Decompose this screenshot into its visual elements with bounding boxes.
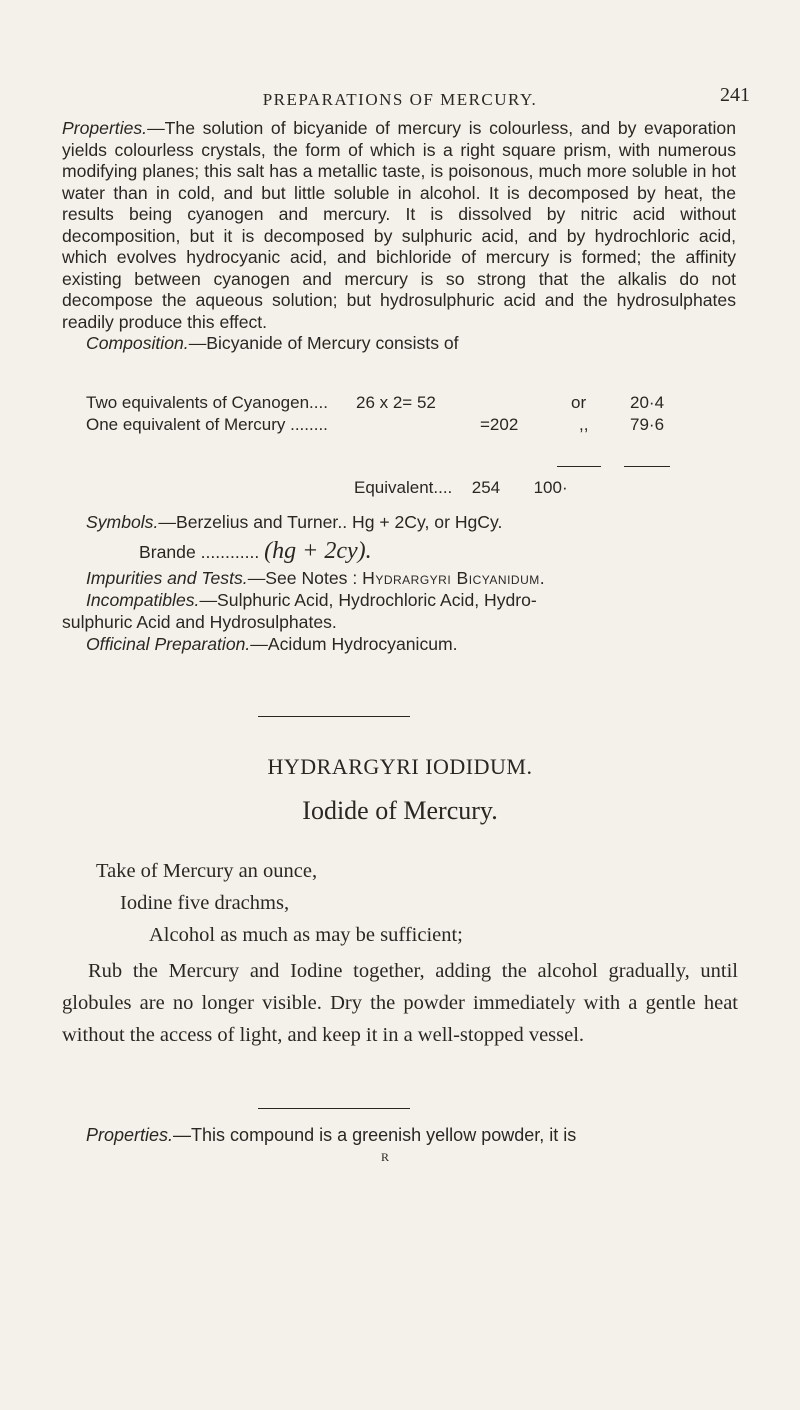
iodide-properties-text: —This compound is a greenish yellow powder, it is [173,1125,577,1145]
incompatibles-continuation: sulphuric Acid and Hydrosulphates. [62,612,337,632]
composition-item: One equivalent of Mercury ........ [86,415,328,434]
incompatibles-label: Incompatibles. [86,590,200,610]
composition-row [86,414,686,436]
composition-text: —Bicyanide of Mercury consists of [188,333,459,353]
recipe-line: Take of Mercury an ounce, [96,860,318,882]
section-subtitle: Iodide of Mercury. [302,796,498,825]
impurities-text: —See Notes : [247,568,363,588]
symbols-text: —Berzelius and Turner.. Hg + 2Cy, or HgCy. [158,512,503,532]
symbols-line [86,512,502,533]
properties-label: Properties. [62,118,148,138]
iodide-properties-label: Properties. [86,1125,174,1145]
sum-rule [624,466,670,467]
brande-formula: (hg + 2cy). [264,538,372,564]
impurities-line [86,568,736,590]
officinal-label: Officinal Preparation. [86,634,251,654]
equivalent-value: 254 [471,478,501,497]
composition-calc: 26 x 2= 52 [356,393,436,412]
running-header: PREPARATIONS OF MERCURY. [262,90,538,109]
iodide-properties-line [86,1125,746,1146]
method-first-line: Rub the Mercury and Iodine together, adding the [88,960,527,982]
composition-pct: 79·6 [630,415,665,434]
equivalent-row [354,478,568,498]
composition-item: Two equivalents of Cyanogen.... [86,393,328,412]
composition-calc: =202 [480,415,519,434]
composition-row [86,392,686,414]
recipe-line: Iodine five drachms, [120,892,290,914]
officinal-line [86,634,736,655]
properties-text: —The solution of bicyanide of mercury is colourless, and by evaporation yields colourless crystals, the form of which is a right square prism, with numerous modifying planes; this salt has a metallic taste, is poisonous, much more soluble in hot water than in cold, and but little soluble in alcohol. It is decomposed by heat, the results being cyanogen and mercury. It is dissolved by nitric acid without decomposition, but it is decomposed by sulphuric acid, and by hydrochloric acid, which evolves hydrocyanic acid, and bichloride of mercury is formed; the affinity existing between cyanogen and mercury is so strong that the alkalis do not decompose the aqueous solution; but hydrosulphuric acid and the hydrosulphates readily produce this effect. [62,118,736,332]
composition-table [86,392,686,436]
incompatibles-line [86,590,736,612]
officinal-text: —Acidum Hydrocyanicum. [250,634,458,654]
composition-or: ,, [579,415,589,434]
composition-or: or [571,393,587,412]
method-paragraph [62,955,738,1051]
method-text: alcohol gradually, until globules are no longer visible. Dry the powder immediately with a gentle heat without the access of light, and keep it in a well-stopped vessel. [62,960,739,1046]
section-title: HYDRARGYRI IODIDUM. [267,754,533,779]
incompatibles-text: —Sulphuric Acid, Hydrochloric Acid, Hydro- [199,590,537,610]
page-number: 241 [720,84,750,106]
composition-pct: 20·4 [630,393,665,412]
properties-paragraph [62,118,736,355]
section-divider [258,716,410,717]
brande-label: Brande ............ [139,542,260,562]
symbols-label: Symbols. [86,512,159,532]
recipe-line: Alcohol as much as may be sufficient; [149,924,463,946]
impurities-reference: Hydrargyri Bicyanidum. [362,568,546,588]
composition-label: Composition. [86,333,189,353]
sum-rule [557,466,601,467]
signature-mark: R [381,1150,391,1164]
equivalent-pct: 100· [533,478,568,497]
brande-line [139,538,372,565]
impurities-label: Impurities and Tests. [86,568,248,588]
equivalent-label: Equivalent.... [354,478,453,497]
section-divider [258,1108,410,1109]
